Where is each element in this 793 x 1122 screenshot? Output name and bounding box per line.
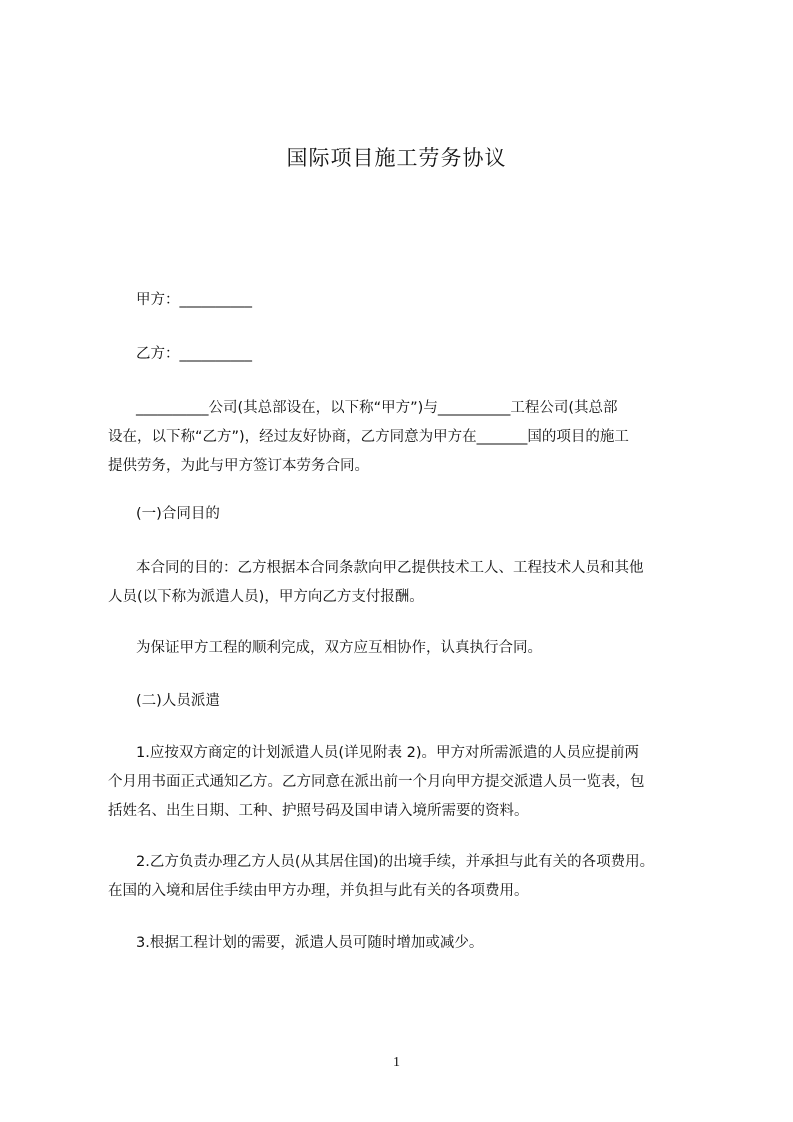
intro-line-3: 提供劳务，为此与甲方签订本劳务合同。 [108,458,369,474]
item1-line-3: 括姓名、出生日期、工种、护照号码及国申请入境所需要的资料。 [108,803,529,819]
document-title: 国际项目施工劳务协议 [286,146,507,170]
item3-line: 3.根据工程计划的需要，派遣人员可随时增加或减少。 [136,935,484,951]
section1-heading: (一)合同目的 [136,506,220,522]
section2-heading: (二)人员派遣 [136,693,220,709]
page-number: 1 [393,1055,400,1070]
item2-line-2: 在国的入境和居住手续由甲方办理，并负担与此有关的各项费用。 [108,883,529,899]
party-a-line: 甲方：__________ [136,292,252,308]
intro-line-2: 设在，以下称“乙方”)，经过友好协商，乙方同意为甲方在_______国的项目的施工 [108,429,629,445]
section1-para1-line-2: 人员(以下称为派遣人员)，甲方向乙方支付报酬。 [108,589,424,605]
intro-line-1: __________公司(其总部设在，以下称“甲方”)与__________工程公司(其总部 [136,400,618,416]
section1-para1-line-1: 本合同的目的：乙方根据本合同条款向甲乙提供技术工人、工程技术人员和其他 [136,560,644,576]
item2-line-1: 2.乙方负责办理乙方人员(从其居住国)的出境手续，并承担与此有关的各项费用。 [136,854,655,870]
item1-line-2: 个月用书面正式通知乙方。乙方同意在派出前一个月向甲方提交派遣人员一览表，包 [108,774,645,790]
party-b-line: 乙方：__________ [136,346,252,362]
item1-line-1: 1.应按双方商定的计划派遣人员(详见附表 2)。甲方对所需派遣的人员应提前两 [136,745,639,761]
section1-para2: 为保证甲方工程的顺利完成，双方应互相协作，认真执行合同。 [136,640,542,656]
